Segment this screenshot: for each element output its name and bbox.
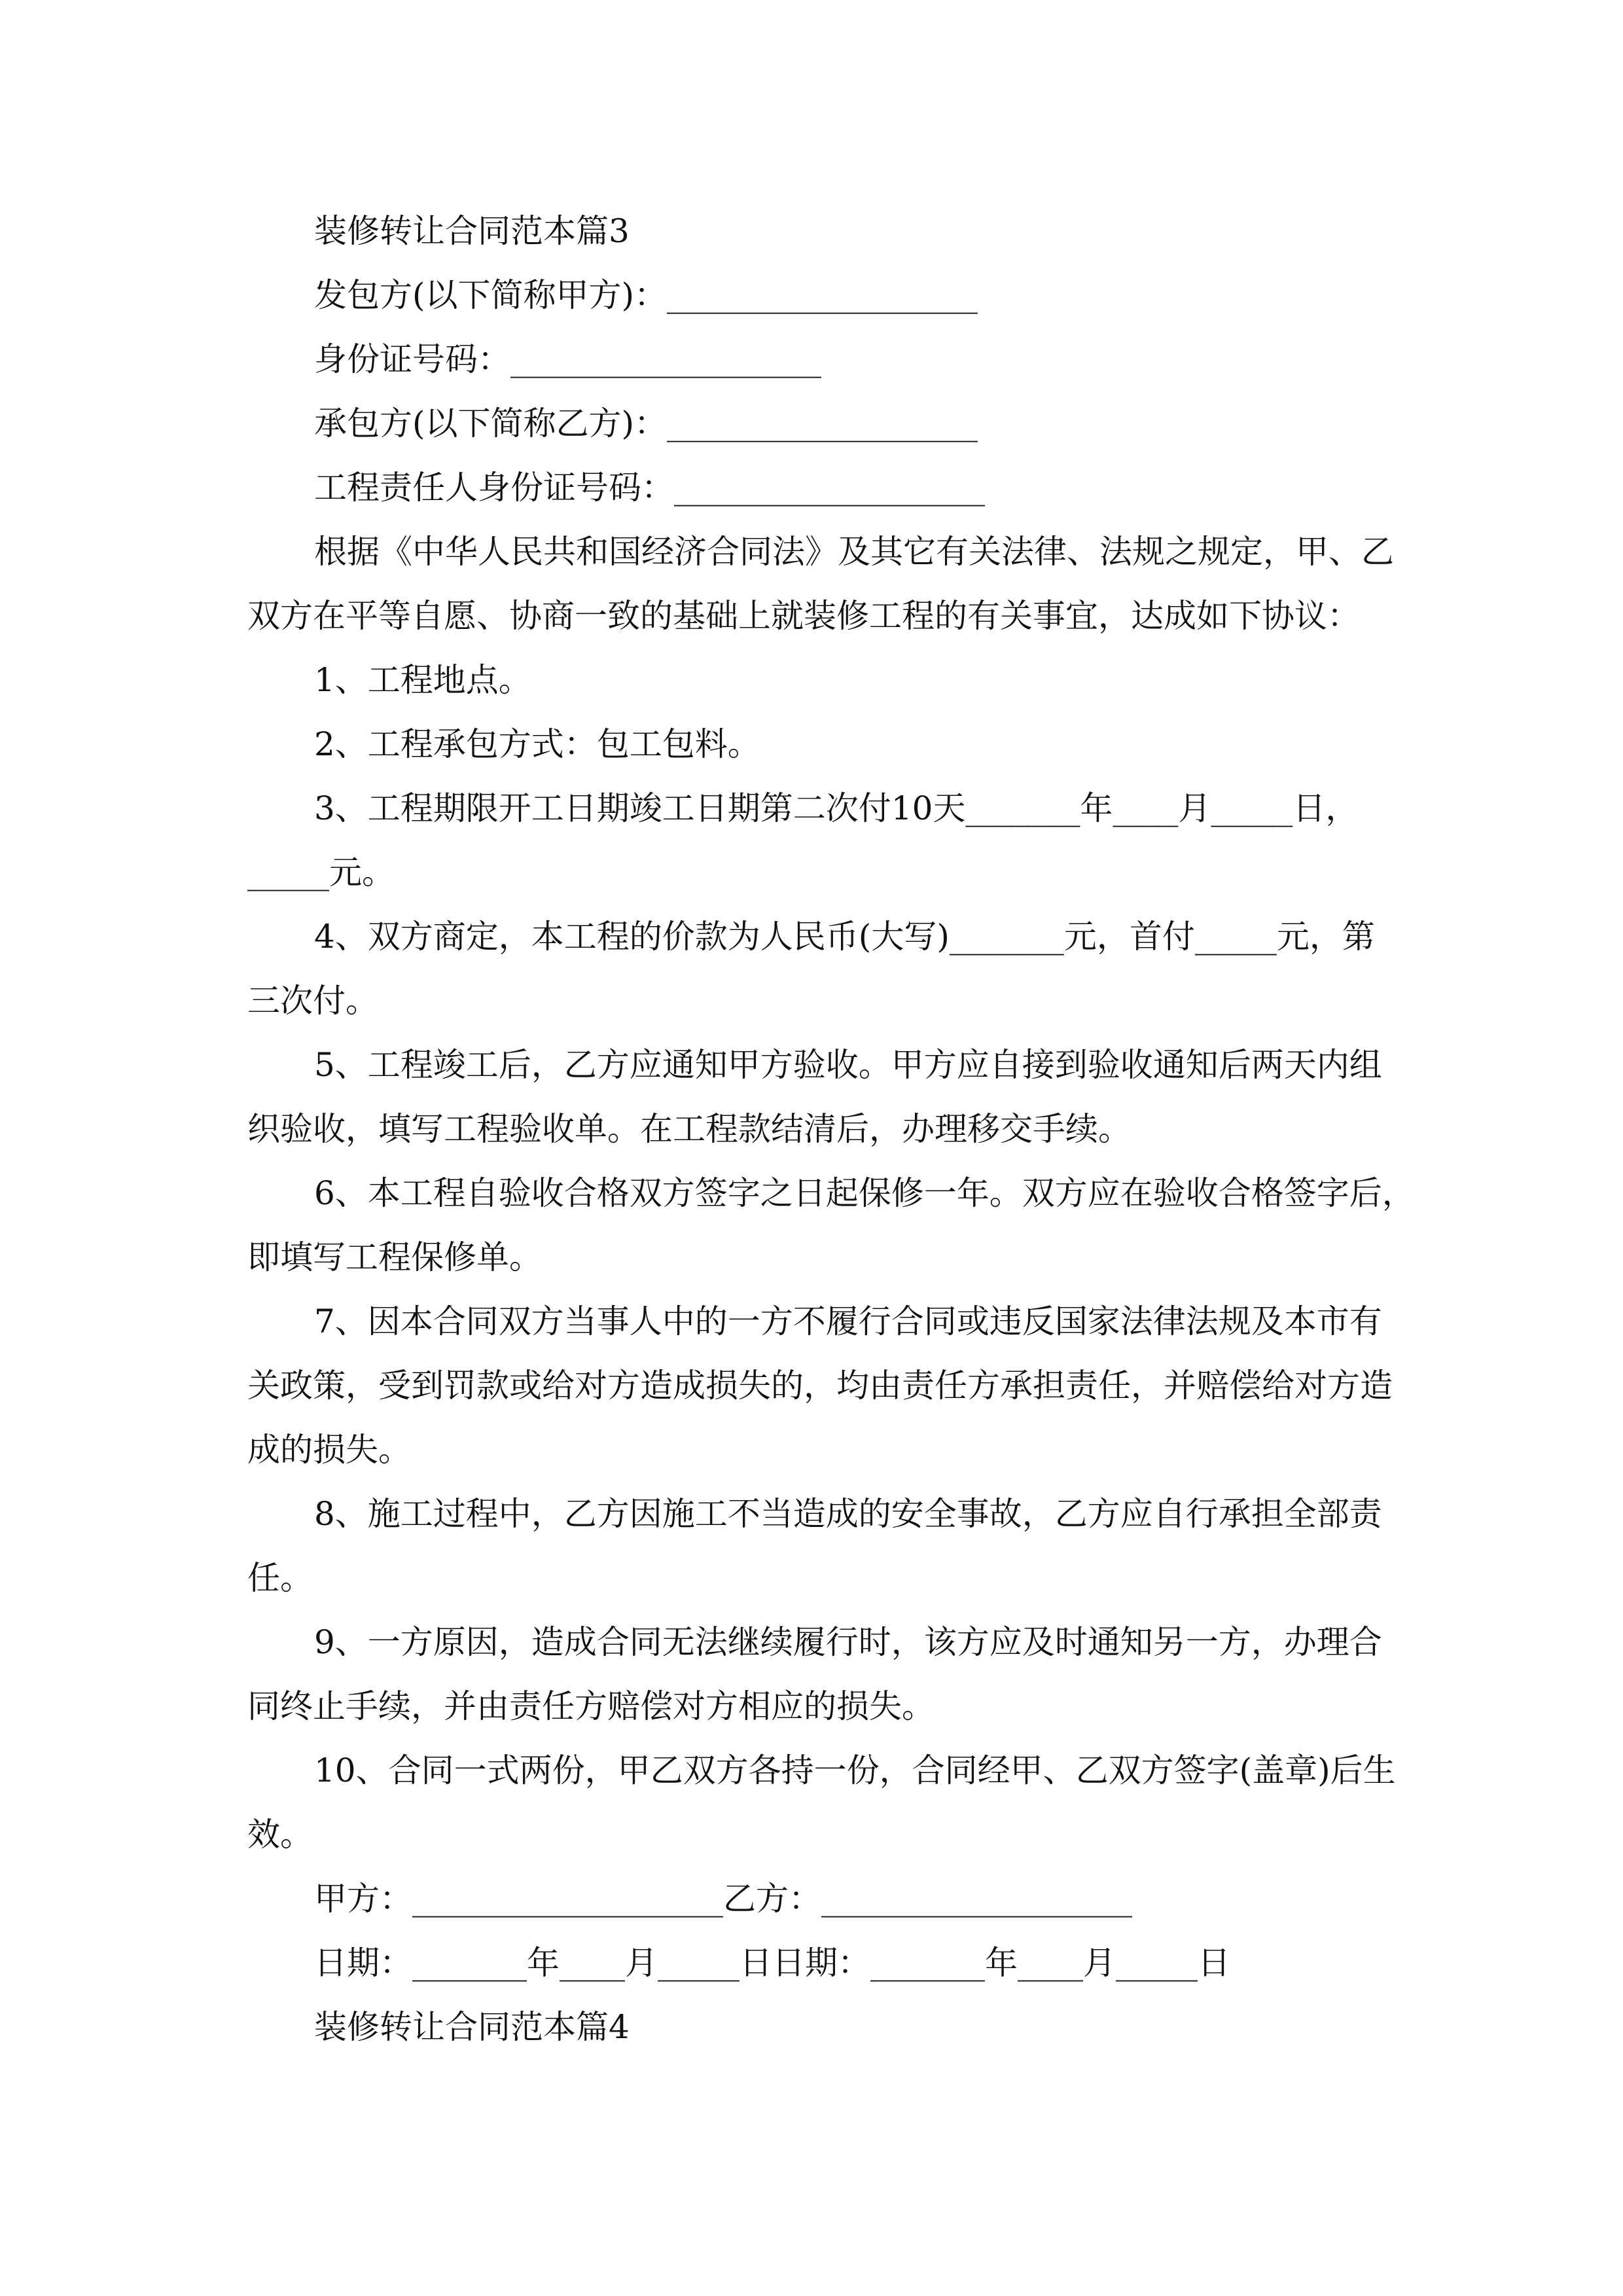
text-line: 1、工程地点。 [314,661,531,699]
text-line: 任。 [247,1559,313,1597]
text-line: 发包方(以下简称甲方)：___________________ [314,276,978,314]
text-line: 三次付。 [247,982,378,1020]
text-line: 成的损失。 [247,1431,411,1469]
text-line: 8、施工过程中，乙方因施工不当造成的安全事故，乙方应自行承担全部责 [314,1495,1382,1533]
text-line: 甲方：___________________乙方：___________________ [314,1880,1132,1918]
section-heading: 装修转让合同范本篇3 [314,212,630,250]
text-line: 7、因本合同双方当事人中的一方不履行合同或违反国家法律法规及本市有 [314,1302,1382,1340]
section-heading: 装修转让合同范本篇4 [314,2008,630,2046]
text-line: 同终止手续，并由责任方赔偿对方相应的损失。 [247,1687,935,1725]
text-line: 织验收，填写工程验收单。在工程款结清后，办理移交手续。 [247,1110,1131,1148]
text-line: 承包方(以下简称乙方)：___________________ [314,404,978,442]
text-line: 日期：_______年____月_____日日期：_______年____月_____日 [314,1944,1230,1982]
text-line: 5、工程竣工后，乙方应通知甲方验收。甲方应自接到验收通知后两天内组 [314,1046,1382,1084]
text-line: 10、合同一式两份，甲乙双方各持一份，合同经甲、乙双方签字(盖章)后生 [314,1751,1396,1789]
text-line: 3、工程期限开工日期竣工日期第二次付10天_______年____月_____日， [314,789,1359,827]
text-line: 9、一方原因，造成合同无法继续履行时，该方应及时通知另一方，办理合 [314,1623,1382,1661]
text-line: 工程责任人身份证号码：___________________ [314,469,985,507]
text-line: 根据《中华人民共和国经济合同法》及其它有关法律、法规之规定，甲、乙 [314,533,1394,571]
text-line: 4、双方商定，本工程的价款为人民币(大写)_______元，首付_____元，第 [314,918,1375,956]
text-line: 6、本工程自验收合格双方签字之日起保修一年。双方应在验收合格签字后， [314,1174,1415,1212]
text-line: 即填写工程保修单。 [247,1238,542,1276]
text-line: _____元。 [247,853,395,891]
text-line: 双方在平等自愿、协商一致的基础上就装修工程的有关事宜，达成如下协议： [247,597,1360,635]
text-line: 身份证号码：___________________ [314,340,821,378]
text-line: 关政策，受到罚款或给对方造成损失的，均由责任方承担责任，并赔偿给对方造 [247,1367,1393,1405]
text-line: 2、工程承包方式：包工包料。 [314,725,760,763]
text-line: 效。 [247,1816,313,1854]
